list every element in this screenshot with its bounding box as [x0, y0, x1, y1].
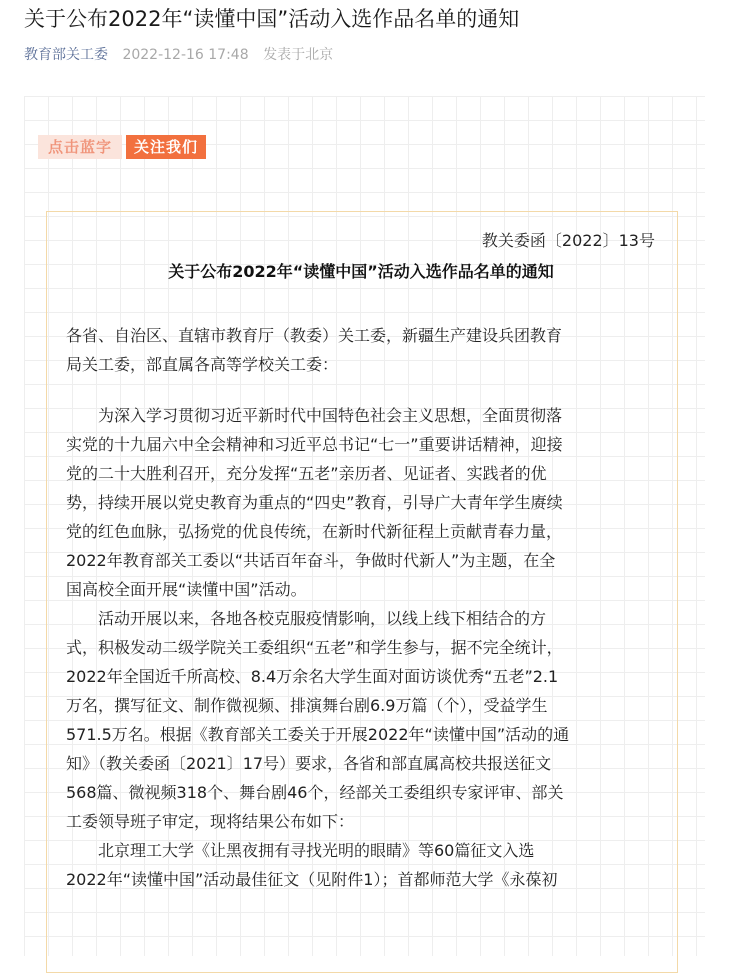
paragraph2-line: 571.5万名。根据《教育部关工委关于开展2022年“读懂中国”活动的通	[66, 725, 570, 744]
paragraph1-line: 国高校全面开展“读懂中国”活动。	[66, 580, 307, 599]
follow-banner	[38, 135, 206, 159]
paragraph2-line: 活动开展以来，各地各校克服疫情影响，以线上线下相结合的方	[66, 609, 547, 628]
paragraph2-line: 工委领导班子审定，现将结果公布如下：	[66, 812, 355, 831]
paragraph1-line: 2022年教育部关工委以“共话百年奋斗，争做时代新人”为主题，在全	[66, 551, 556, 570]
document-number: 教关委函〔2022〕13号	[481, 231, 655, 250]
article-title: 关于公布2022年“读懂中国”活动入选作品名单的通知	[24, 7, 520, 31]
paragraph1-line: 实党的十九届六中全会精神和习近平总书记“七一”重要讲话精神，迎接	[66, 435, 563, 454]
publish-location: 发表于北京	[263, 47, 334, 63]
paragraph3-line: 北京理工大学《让黑夜拥有寻找光明的眼睛》等60篇征文入选	[66, 841, 535, 860]
paragraph1-line: 党的二十大胜利召开，充分发挥“五老”亲历者、见证者、实践者的优	[66, 464, 547, 483]
salutation-line: 各省、自治区、直辖市教育厅（教委）关工委，新疆生产建设兵团教育	[66, 326, 563, 345]
paragraph1-line: 为深入学习贯彻习近平新时代中国特色社会主义思想，全面贯彻落	[66, 406, 563, 425]
salutation-line: 局关工委，部直属各高等学校关工委：	[66, 355, 339, 374]
paragraph1-line: 党的红色血脉，弘扬党的优良传统，在新时代新征程上贡献青春力量，	[66, 522, 563, 541]
document-body	[66, 321, 666, 894]
publish-time: 2022-12-16 17:48	[122, 47, 249, 63]
paragraph1-line: 势，持续开展以党史教育为重点的“四史”教育，引导广大青年学生赓续	[66, 493, 563, 512]
paragraph-gap	[66, 379, 666, 401]
paragraph3-line: 2022年“读懂中国”活动最佳征文（见附件1）；首都师范大学《永葆初	[66, 870, 558, 889]
paragraph2-line: 式，积极发动二级学院关工委组织“五老”和学生参与，据不完全统计，	[66, 638, 563, 657]
document-heading: 关于公布2022年“读懂中国”活动入选作品名单的通知	[168, 262, 554, 281]
paragraph2-line: 知》（教关委函〔2021〕17号）要求，各省和部直属高校共报送征文	[66, 754, 552, 773]
follow-prompt-label: 点击蓝字	[38, 135, 122, 159]
follow-us-badge: 关注我们	[126, 135, 206, 159]
account-name-link[interactable]: 教育部关工委	[24, 47, 108, 63]
article-meta	[24, 45, 333, 65]
paragraph2-line: 568篇、微视频318个、舞台剧46个，经部关工委组织专家评审、部关	[66, 783, 564, 802]
paragraph2-line: 2022年全国近千所高校、8.4万余名大学生面对面访谈优秀“五老”2.1	[66, 667, 559, 686]
paragraph2-line: 万名，撰写征文、制作微视频、排演舞台剧6.9万篇（个），受益学生	[66, 696, 548, 715]
